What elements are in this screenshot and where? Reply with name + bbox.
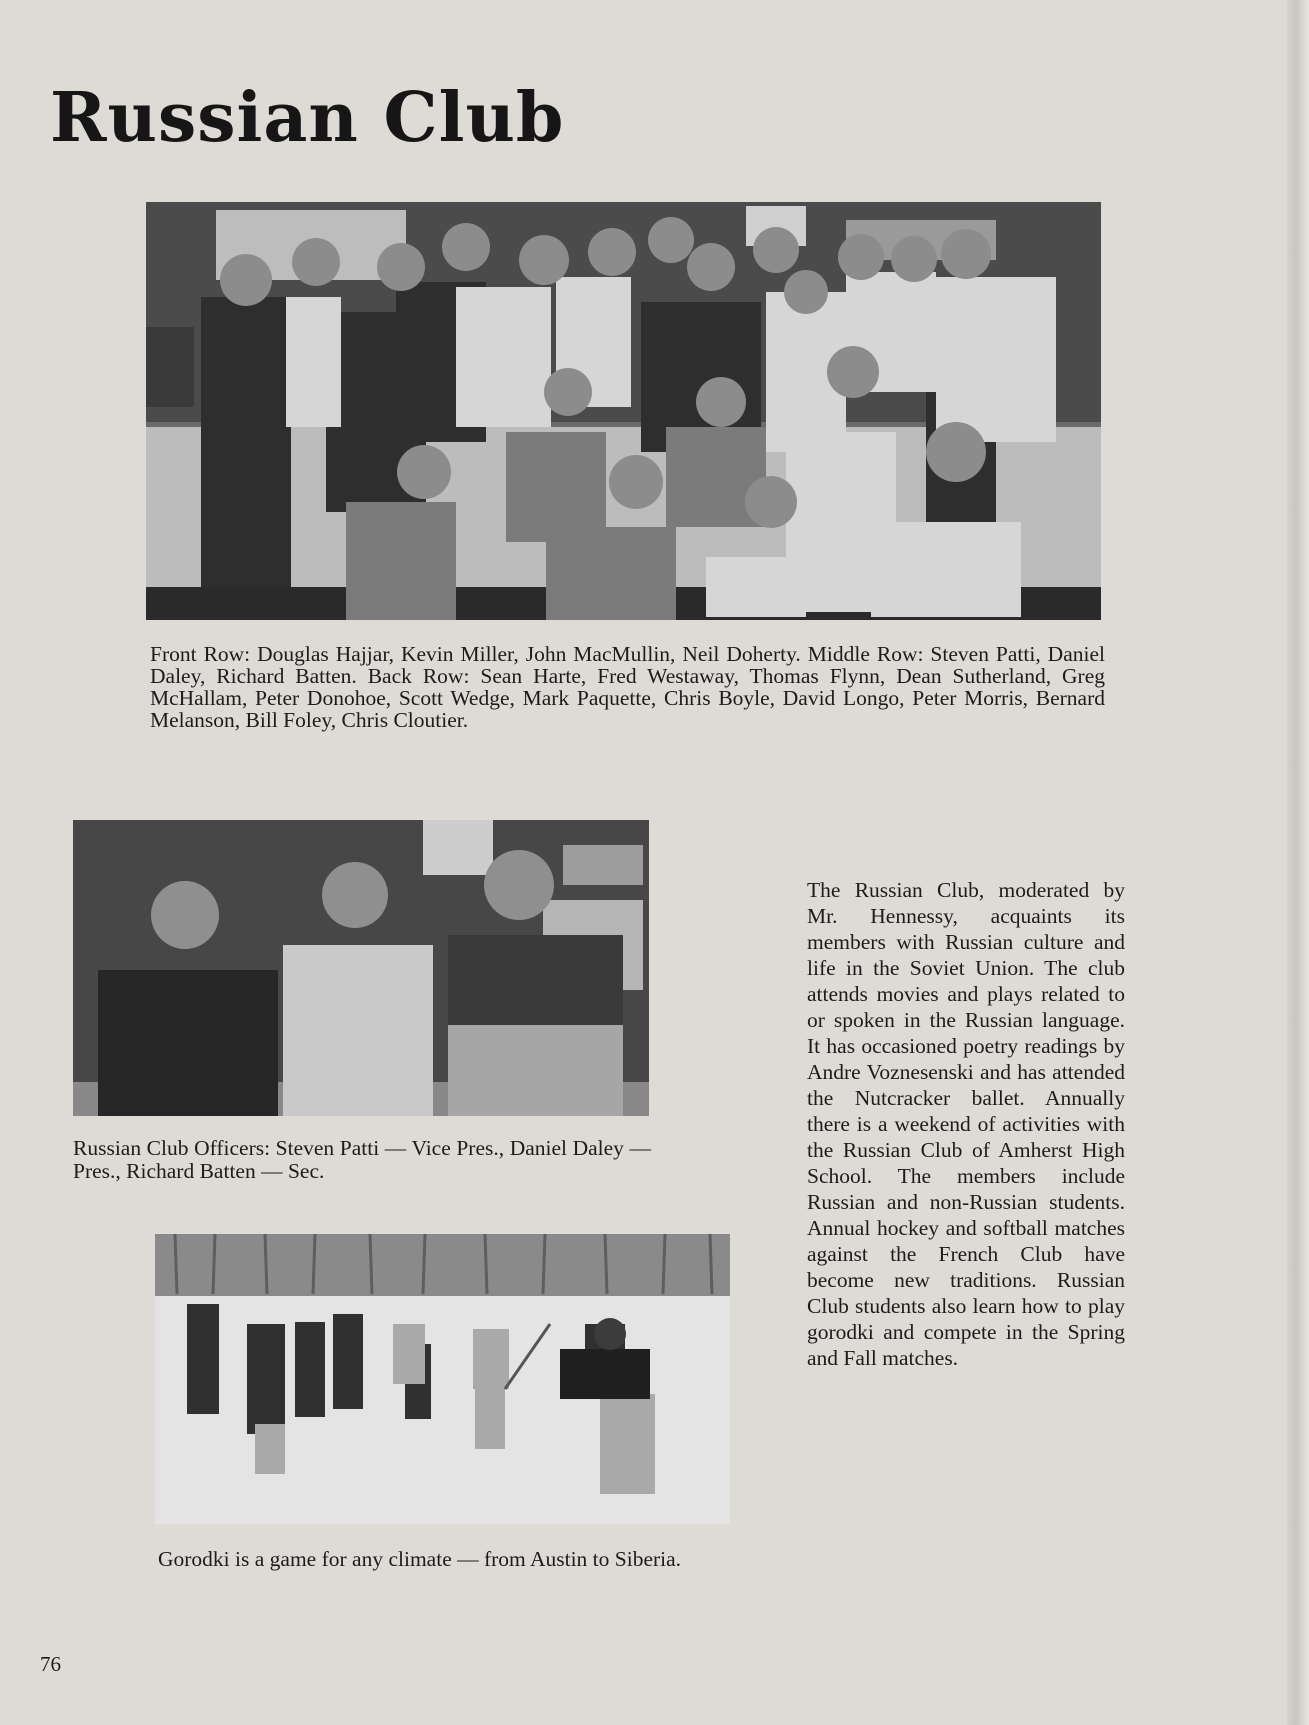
snow-game-photo-icon bbox=[155, 1234, 730, 1524]
officers-photo-caption: Russian Club Officers: Steven Patti — Vice Pres., Daniel Daley — Pres., Richard Batten — Sec. bbox=[73, 1136, 651, 1183]
officers-photo bbox=[73, 820, 649, 1116]
group-photo-caption: Front Row: Douglas Hajjar, Kevin Miller, John MacMullin, Neil Doherty. Middle Row: Steven Patti, Daniel Daley, Richard Batten. Back Row: Sean Harte, Fred Westaway, Thomas Flynn, Dean Sutherland, Greg McHallam, Peter Donohoe, Scott Wedge, Mark Paquette, Chris Boyle, David Longo, Peter Morris, Bernard Melanson, Bill Foley, Chris Cloutier. bbox=[150, 642, 1105, 732]
article-body: The Russian Club, moderated by Mr. Hennessy, acquaints its members with Russian culture and life in the Soviet Union. The club attends movies and plays related to or spoken in the Russian language. It has occasioned poetry readings by Andre Voznesenski and has attended the Nutcracker ballet. Annually there is a weekend of activities with the Russian Club of Amherst High School. The members include Russian and non-Russian students. Annual hockey and softball matches against the French Club have become new traditions. Russian Club students also learn how to play gorodki and compete in the Spring and Fall matches. bbox=[807, 878, 1125, 1370]
group-photo bbox=[146, 202, 1101, 620]
page-edge-shadow bbox=[1287, 0, 1309, 1725]
officers-photo-icon bbox=[73, 820, 649, 1116]
page-title: Russian Club bbox=[50, 78, 565, 158]
page-number: 76 bbox=[40, 1652, 61, 1676]
gorodki-photo-caption: Gorodki is a game for any climate — from Austin to Siberia. bbox=[158, 1547, 682, 1571]
group-photo-icon bbox=[146, 202, 1101, 620]
gorodki-photo bbox=[155, 1234, 730, 1524]
